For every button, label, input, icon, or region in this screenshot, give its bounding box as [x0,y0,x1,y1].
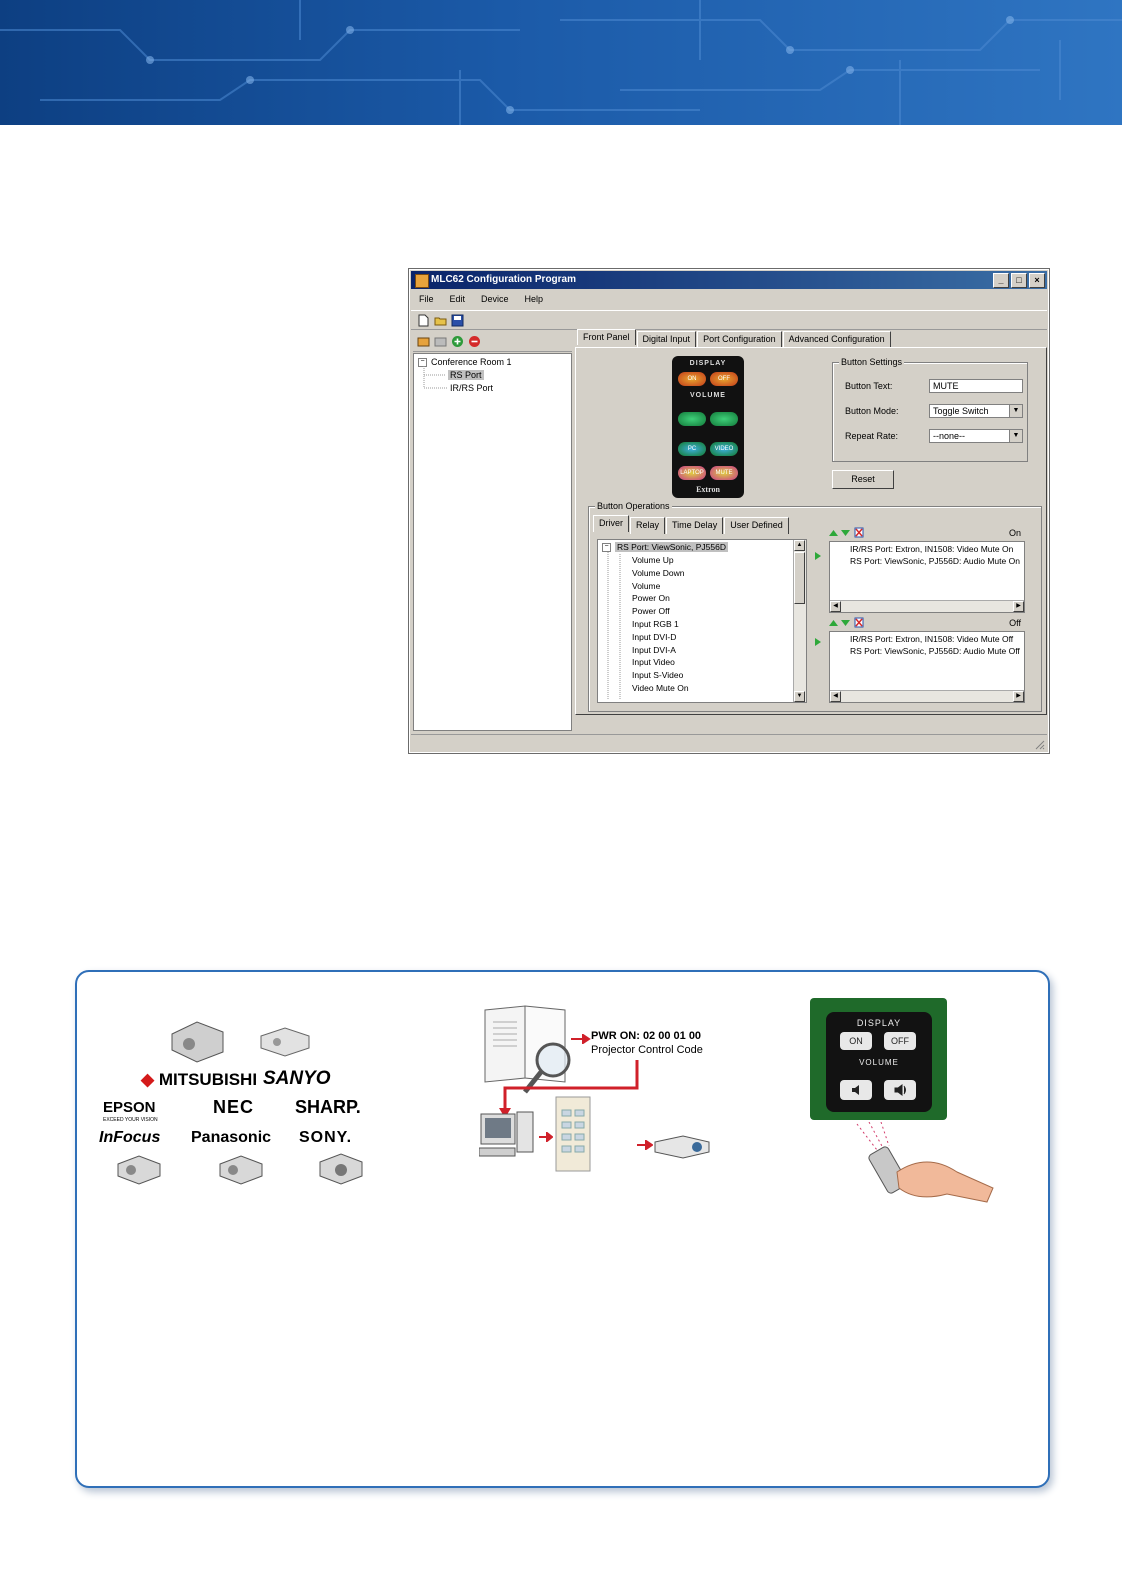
driver-command-item[interactable]: Video Mute On [632,683,689,693]
tree-node-rs-port[interactable]: RS Port [450,370,482,380]
button-text-input[interactable]: MUTE [929,379,1023,393]
off-command-list [829,631,1025,703]
faceplate-brand: Extron [696,485,720,494]
faceplate-volume-down-button[interactable] [678,412,706,426]
off-command-item[interactable]: RS Port: ViewSonic, PJ556D: Audio Mute Off [850,646,1020,656]
photo-off-button: OFF [884,1032,916,1050]
red-arrow-icon [539,1132,553,1142]
subtab-time-delay[interactable]: Time Delay [666,517,723,534]
circuit-pattern-graphic [0,0,1122,125]
tab-port-configuration[interactable]: Port Configuration [697,331,782,347]
add-room-icon[interactable] [417,335,430,348]
scroll-right-icon[interactable]: ▶ [1013,601,1024,612]
faceplate-mute-button[interactable]: MUTE [710,466,738,480]
button-mode-label: Button Mode: [845,406,899,416]
projector-image [257,1022,313,1058]
control-code-caption: Projector Control Code [591,1044,703,1056]
new-file-icon[interactable] [417,314,430,327]
faceplate-video-button[interactable]: VIDEO [710,442,738,456]
device-tree [413,353,572,731]
tab-digital-input[interactable]: Digital Input [637,331,697,347]
speaker-icon [840,1080,872,1100]
button-operations-group [588,501,1042,712]
mlc-controller-photo [810,998,947,1120]
window-title: MLC62 Configuration Program [431,274,577,285]
subtab-driver[interactable]: Driver [593,515,629,532]
driver-command-item[interactable]: Input Video [632,657,675,668]
button-settings-group [832,357,1028,462]
wall-panel-controller-image [555,1096,591,1172]
hand-with-remote-image [847,1122,997,1206]
on-command-item[interactable]: IR/RS Port: Extron, IN1508: Video Mute On [850,544,1014,554]
photo-volume-down-button [840,1080,872,1100]
chevron-down-icon[interactable]: ▼ [1009,430,1022,442]
on-command-item[interactable]: RS Port: ViewSonic, PJ556D: Audio Mute On [850,556,1020,566]
photo-on-button: ON [840,1032,872,1050]
brand-nec: NEC [213,1097,255,1117]
brand-infocus: InFocus [99,1129,161,1146]
button-settings-title: Button Settings [841,357,903,367]
faceplate-on-button[interactable]: ON [678,372,706,386]
faceplate-preview [672,356,744,498]
faceplate-off-button[interactable]: OFF [710,372,738,386]
move-up-icon[interactable] [829,619,838,627]
chevron-down-icon[interactable]: ▼ [1009,405,1022,417]
projector-image [653,1132,711,1160]
brand-epson-tagline: EXCEED YOUR VISION [103,1117,158,1123]
faceplate-pc-button[interactable]: PC [678,442,706,456]
tree-lines [414,354,454,394]
scroll-down-icon[interactable]: ▼ [794,691,805,702]
status-bar [411,734,1047,751]
save-icon[interactable] [451,314,464,327]
driver-root-node[interactable]: − RS Port: ViewSonic, PJ556D [602,542,728,552]
close-button[interactable]: × [1029,273,1045,288]
projector-image [217,1152,265,1186]
brand-sharp: SHARP. [295,1097,361,1117]
config-window [408,268,1050,754]
driver-command-item[interactable]: Volume Up [632,555,674,565]
feature-panel [75,970,1050,1488]
photo-volume-label: VOLUME [859,1058,899,1067]
tree-lines [598,540,638,704]
add-device-icon[interactable] [451,335,464,348]
on-list-header [827,527,1037,539]
move-down-icon[interactable] [841,619,850,627]
move-up-icon[interactable] [829,529,838,537]
tree-node-room[interactable]: − Conference Room 1 [418,357,512,367]
red-arrow-icon [571,1034,591,1044]
subtab-relay[interactable]: Relay [630,517,665,534]
projector-image [115,1152,163,1186]
collapse-icon[interactable]: − [602,543,611,552]
mlc-faceplate [826,1012,932,1112]
remove-device-icon[interactable] [468,335,481,348]
add-to-on-arrow-icon[interactable] [813,551,823,561]
move-down-icon[interactable] [841,529,850,537]
off-list-header [827,617,1037,629]
driver-command-item[interactable]: Input S-Video [632,670,684,681]
control-code-text: PWR ON: 02 00 01 00 [591,1030,702,1042]
menu-bar [411,290,1047,308]
driver-command-item[interactable]: Volume Down [632,567,685,578]
driver-tree [597,539,807,703]
main-toolbar [411,310,1047,330]
red-arrow-icon [637,1140,653,1150]
button-text-label: Button Text: [845,381,893,391]
on-label: On [1008,528,1021,538]
menu-device[interactable]: Device [481,294,509,304]
projector-image [167,1014,227,1064]
reset-button[interactable]: Reset [832,470,894,489]
off-horizontal-scrollbar[interactable] [830,690,1024,702]
computer-image [479,1110,539,1160]
off-command-item[interactable]: IR/RS Port: Extron, IN1508: Video Mute Off [850,634,1014,644]
repeat-rate-select[interactable]: --none-- ▼ [929,429,1023,443]
driver-command-item[interactable]: Input DVI-D [632,631,677,642]
add-to-off-arrow-icon[interactable] [813,637,823,647]
photo-display-label: DISPLAY [856,1018,902,1028]
driver-command-item[interactable]: Volume [632,580,661,591]
scroll-left-icon[interactable]: ◀ [830,601,841,612]
resize-grip-icon[interactable] [1033,738,1045,750]
config-tabs [577,331,892,347]
driver-command-item[interactable]: Input DVI-A [632,644,676,655]
brand-panasonic: Panasonic [191,1129,272,1146]
tree-node-ir-rs-port[interactable]: IR/RS Port [450,383,494,393]
front-panel-tabpage [575,347,1047,715]
open-folder-icon[interactable] [434,314,447,327]
window-titlebar[interactable] [411,271,1047,289]
remove-room-icon[interactable] [434,335,447,348]
driver-command-item[interactable]: Input RGB 1 [632,619,679,629]
faceplate-volume-label: VOLUME [690,392,726,399]
repeat-rate-label: Repeat Rate: [845,431,899,441]
speaker-icon [884,1080,916,1100]
tree-toolbar [413,331,572,352]
device-tree-pane [413,331,572,731]
button-mode-select[interactable]: Toggle Switch ▼ [929,404,1023,418]
delete-item-icon[interactable] [854,617,864,628]
maximize-button[interactable]: □ [1011,273,1027,288]
menu-help[interactable]: Help [524,294,544,304]
faceplate-volume-up-button[interactable] [710,412,738,426]
brand-sanyo: SANYO [263,1068,331,1089]
faceplate-laptop-button[interactable]: LAPTOP [678,466,706,480]
brand-mitsubishi: ◆ MITSUBISHI [141,1070,258,1089]
subtab-user-defined[interactable]: User Defined [724,517,789,534]
brand-epson: EPSON [103,1099,156,1116]
scroll-thumb[interactable] [794,552,805,604]
scroll-up-icon[interactable]: ▲ [794,540,805,551]
driver-command-item[interactable]: Power On [632,593,670,604]
header-banner [0,0,1122,125]
tab-front-panel[interactable]: Front Panel [577,329,636,345]
scroll-right-icon[interactable]: ▶ [1013,691,1024,702]
driver-command-item[interactable]: Power Off [632,606,670,617]
button-operations-title: Button Operations [597,501,670,511]
menu-edit[interactable]: Edit [449,294,466,304]
photo-volume-up-button [884,1080,916,1100]
collapse-icon[interactable]: − [418,358,427,367]
faceplate-display-label: DISPLAY [689,360,727,367]
delete-item-icon[interactable] [854,527,864,538]
on-command-list [829,541,1025,613]
minimize-button[interactable]: _ [993,273,1009,288]
tab-advanced-configuration[interactable]: Advanced Configuration [783,331,891,347]
on-horizontal-scrollbar[interactable] [830,600,1024,612]
operations-subtabs [593,517,790,534]
app-icon [415,274,429,288]
scroll-left-icon[interactable]: ◀ [830,691,841,702]
brand-sony: SONY. [299,1129,353,1146]
off-label: Off [1009,618,1021,628]
driver-vertical-scrollbar[interactable] [793,540,806,702]
projector-image [317,1150,365,1186]
menu-file[interactable]: File [419,294,434,304]
